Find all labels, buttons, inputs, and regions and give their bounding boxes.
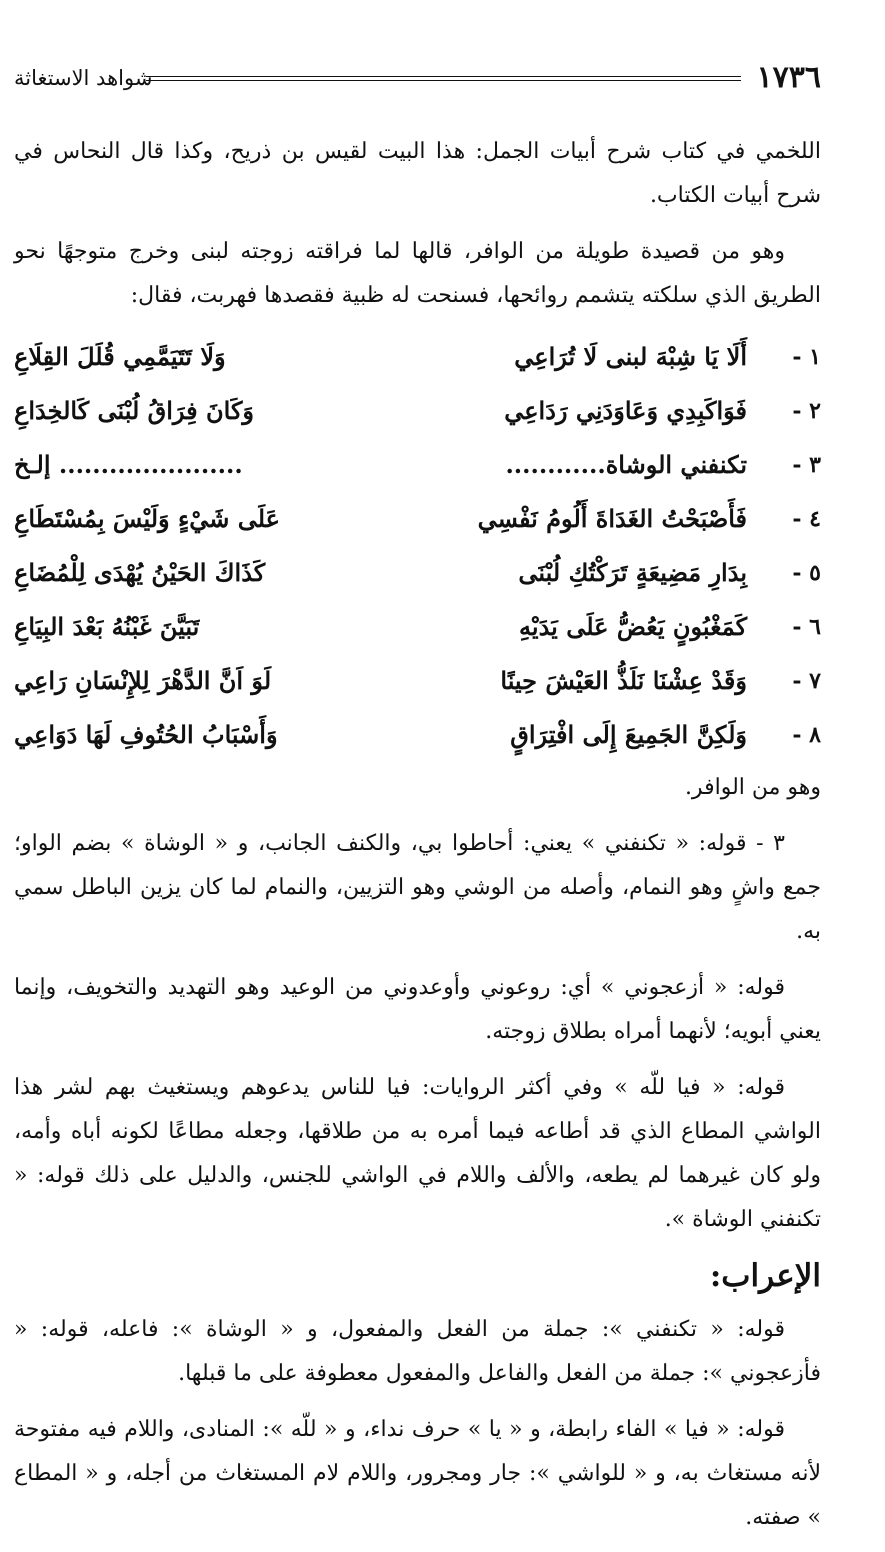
verse-first-hemistich: وَقَدْ عِشْنَا نَلَذُّ العَيْشَ حِينًا <box>500 666 747 695</box>
verse-number: ٤ - <box>792 506 821 532</box>
verse-number: ١ - <box>792 344 821 370</box>
section-heading-i3rab: الإعراب: <box>709 1258 821 1294</box>
i3rab-paragraph-1: قوله: « تكنفني »: جملة من الفعل والمفعول، و « الوشاة »: فاعله، قوله: « فأزعجوني »: جملة من الفعل والفاعل والمفعول معطوفة على ما قبلها. <box>14 1317 821 1386</box>
intro-paragraph-1: اللخمي في كتاب شرح أبيات الجمل: هذا البيت لقيس بن ذريح، وكذا قال النحاس في شرح أبيات الكتاب. <box>14 139 821 208</box>
commentary-paragraph-2: قوله: « أزعجوني » أي: روعوني وأوعدوني من الوعيد وهو التهديد والتخويف، وإنما يعني أبويه؛ لأنهما أمراه بطلاق زوجته. <box>14 975 821 1044</box>
verse-line <box>14 546 821 600</box>
verse-second-hemistich: كَذَاكَ الحَيْنُ يُهْدَى لِلْمُضَاعِ <box>14 558 266 587</box>
verse-line <box>14 600 821 654</box>
verse-number: ٣ - <box>792 452 821 478</box>
verse-first-hemistich: أَلَا يَا شِبْهَ لبنى لَا تُرَاعِي <box>514 342 747 371</box>
verse-line <box>14 708 821 762</box>
verse-second-hemistich: وَلَا تَتَيَمَّمِي قُلَلَ القِلَاعِ <box>14 342 226 371</box>
verse-line <box>14 384 821 438</box>
meter-note: وهو من الوافر. <box>684 775 821 800</box>
page-body <box>14 130 821 1552</box>
verse-second-hemistich: وَأَسْبَابُ الحُتُوفِ لَهَا دَوَاعِي <box>14 720 278 749</box>
verse-first-hemistich: تكنفني الوشاة............ <box>505 450 747 479</box>
verse-line <box>14 654 821 708</box>
verse-second-hemistich: وَكَانَ فِرَاقُ لُبْنَى كَالخِدَاعِ <box>14 396 254 425</box>
verse-second-hemistich: عَلَى شَيْءٍ وَلَيْسَ بِمُسْتَطَاعِ <box>14 504 281 533</box>
commentary-paragraph-3: قوله: « فيا للّه » وفي أكثر الروايات: فيا للناس يدعوهم ويستغيث بهم لشر هذا الواشي المطاع الذي قد أطاعه فيما أمره به من طلاقها، وجعله مطاعًا لكونه أباه وأمه، ولو كان غيرهما لم يطعه، والألف واللام في الواشي للجنس، والدليل على ذلك قوله: « تكنفني الوشاة ». <box>14 1075 821 1232</box>
verse-number: ٢ - <box>792 398 821 424</box>
verse-second-hemistich: لَوَ اَنَّ الدَّهْرَ لِلإِنْسَانِ رَاعِي <box>14 666 272 695</box>
i3rab-paragraph-2: قوله: « فيا » الفاء رابطة، و « يا » حرف نداء، و « للّه »: المنادى، واللام فيه مفتوحة لأنه مستغاث به، و « للواشي »: جار ومجرور، واللام لام المستغاث من أجله، و « المطاع » صفته. <box>14 1417 821 1530</box>
page-header <box>14 58 821 98</box>
verse-line <box>14 438 821 492</box>
verse-first-hemistich: فَأَصْبَحْتُ الغَدَاةَ أَلُومُ نَفْسِي <box>477 504 747 533</box>
verse-number: ٨ - <box>792 722 821 748</box>
verse-first-hemistich: كَمَغْبُونٍ يَعُضُّ عَلَى يَدَيْهِ <box>519 612 747 641</box>
verse-number: ٥ - <box>792 560 821 586</box>
verse-first-hemistich: بِدَارِ مَضِيعَةٍ تَرَكْتُكِ لُبْنَى <box>518 558 747 587</box>
verse-line <box>14 330 821 384</box>
intro-paragraph-2: وهو من قصيدة طويلة من الوافر، قالها لما فراقته زوجته لبنى وخرج متوجهًا نحو الطريق الذي سلكته يتشمم روائحها، فسنحت له ظبية فقصدها فهربت، فقال: <box>14 239 821 308</box>
page-number: ١٧٣٦ <box>756 60 821 95</box>
commentary-paragraph-1: ٣ - قوله: « تكنفني » يعني: أحاطوا بي، والكنف الجانب، و « الوشاة » بضم الواو؛ جمع واشٍ وهو النمام، وأصله من الوشي وهو التزيين، والنمام لما كان يزين الباطل سمي به. <box>14 831 821 944</box>
running-title: شواهد الاستغاثة <box>14 66 153 90</box>
verse-number: ٧ - <box>792 668 821 694</box>
verse-first-hemistich: فَوَاكَبِدِي وَعَاوَدَنِي رَدَاعِي <box>504 396 747 425</box>
poem <box>14 330 821 762</box>
verse-line <box>14 492 821 546</box>
header-rule <box>146 76 741 81</box>
verse-second-hemistich: تَبَيَّنَ غَبْنُهُ بَعْدَ البِيَاعِ <box>14 612 200 641</box>
verse-number: ٦ - <box>792 614 821 640</box>
verse-second-hemistich: ...................... إلـخ <box>14 450 243 479</box>
verse-first-hemistich: وَلَكِنَّ الجَمِيعَ إِلَى افْتِرَاقٍ <box>510 720 747 749</box>
